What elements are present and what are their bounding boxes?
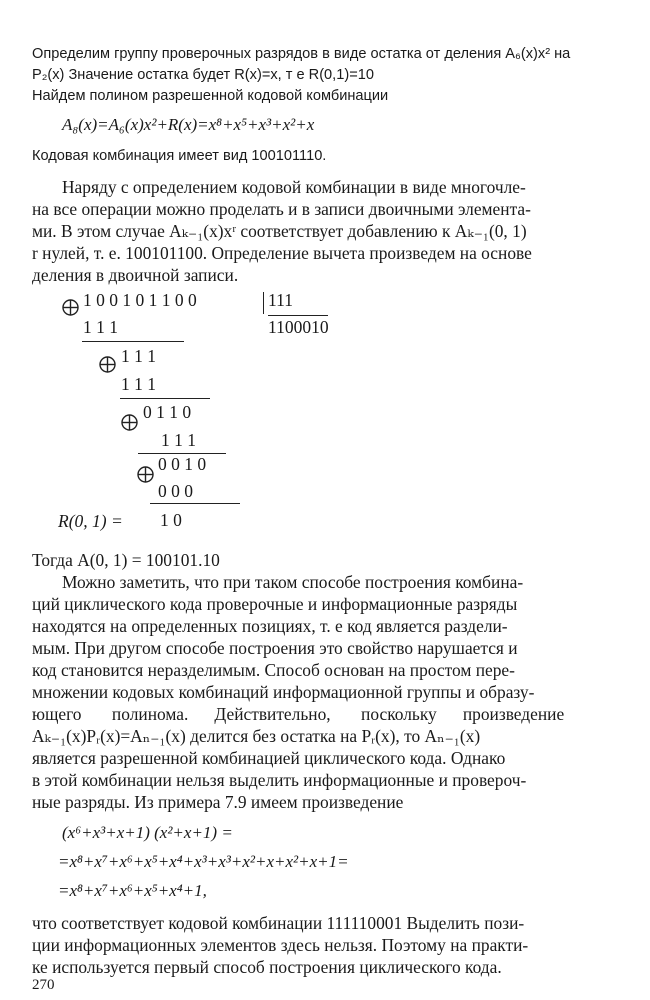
- para1-line-5: деления в двоичной записи.: [32, 265, 239, 285]
- para1-line-4: r нулей, т. е. 100101100. Определение вычета произведем на основе: [32, 243, 532, 263]
- para3-line-2: ции информационных элементов здесь нельзя. Поэтому на практи-: [32, 935, 529, 955]
- step-rule-2: [120, 398, 210, 399]
- xor-circle-icon: [137, 466, 154, 483]
- quotient: 1100010: [268, 317, 329, 337]
- xor-circle-icon: [99, 356, 116, 373]
- para2-line-4: находятся на определенных позициях, т. е код является раздели-: [32, 616, 508, 636]
- para2-line-1: Тогда A(0, 1) = 100101.10: [32, 550, 220, 570]
- para3-line-3: ке используется первый способ построения циклического кода.: [32, 957, 502, 977]
- para1-line-2: на все операции можно проделать и в записи двоичными элемента-: [32, 199, 531, 219]
- dividend: 1 0 0 1 0 1 1 0 0: [83, 290, 197, 310]
- para2-line-9: Aₖ₋₁(x)Pᵣ(x)=Aₙ₋₁(x) делится без остатка на Pᵣ(x), то Aₙ₋₁(x): [32, 726, 481, 746]
- step-remainder-3: 0 0 1 0: [158, 454, 207, 474]
- intro-line-3: Найдем полином разрешенной кодовой комбинации: [32, 88, 389, 104]
- step-rule-1: [82, 341, 184, 342]
- para2-line-8: ющего полинома. Действительно, поскольку произведение: [32, 704, 565, 724]
- para2-line-7: множении кодовых комбинаций информационной группы и образу-: [32, 682, 535, 702]
- divisor-rule: [268, 315, 328, 316]
- step-subtrahend-1: 1 1 1: [83, 317, 118, 337]
- step-remainder-2: 0 1 1 0: [143, 402, 192, 422]
- para2-line-12: ные разряды. Из примера 7.9 имеем произведение: [32, 792, 404, 812]
- page-number: 270: [32, 977, 55, 993]
- para3-line-1: что соответствует кодовой комбинации 111110001 Выделить пози-: [32, 913, 525, 933]
- divisor: 111: [268, 290, 293, 310]
- step-subtrahend-4: 0 0 0: [158, 481, 193, 501]
- product-line-2: =x⁸+x⁷+x⁶+x⁵+x⁴+x³+x³+x²+x+x²+x+1=: [58, 852, 349, 871]
- para1-line-3: ми. В этом случае Aₖ₋₁(x)xʳ соответствует добавлению к Aₖ₋₁(0, 1): [32, 221, 527, 241]
- para2-line-5: мым. При другом способе построения это свойство нарушается и: [32, 638, 518, 658]
- intro-line-1: Определим группу проверочных разрядов в виде остатка от деления A₆(x)x² на: [32, 46, 571, 62]
- step-subtrahend-2: 1 1 1: [121, 374, 156, 394]
- step-rule-4: [150, 503, 240, 504]
- product-line-1: (x⁶+x³+x+1) (x²+x+1) =: [62, 823, 233, 842]
- para2-line-2: Можно заметить, что при таком способе построения комбина-: [62, 572, 524, 592]
- division-bracket: [263, 292, 264, 314]
- step-remainder-1: 1 1 1: [121, 346, 156, 366]
- product-line-3: =x⁸+x⁷+x⁶+x⁵+x⁴+1,: [58, 881, 207, 900]
- para2-line-6: код становится неразделимым. Способ основан на простом пере-: [32, 660, 515, 680]
- para2-line-10: является разрешенной комбинацией циклического кода. Однако: [32, 748, 506, 768]
- para2-line-11: в этой комбинации нельзя выделить информационные и провероч-: [32, 770, 527, 790]
- xor-circle-icon: [62, 299, 79, 316]
- intro-line-2: P₂(x) Значение остатка будет R(x)=x, т е R(0,1)=10: [32, 67, 374, 83]
- step-subtrahend-3: 1 1 1: [161, 430, 196, 450]
- remainder-label: R(0, 1) =: [58, 511, 123, 531]
- xor-circle-icon: [121, 414, 138, 431]
- intro-formula: A₈(x)=A₆(x)x²+R(x)=x⁸+x⁵+x³+x²+x: [62, 115, 315, 134]
- remainder-value: 1 0: [160, 510, 182, 530]
- intro-line-4: Кодовая комбинация имеет вид 100101110.: [32, 148, 327, 164]
- para1-line-1: Наряду с определением кодовой комбинации в виде многочле-: [62, 177, 526, 197]
- para2-line-3: ций циклического кода проверочные и информационные разряды: [32, 594, 518, 614]
